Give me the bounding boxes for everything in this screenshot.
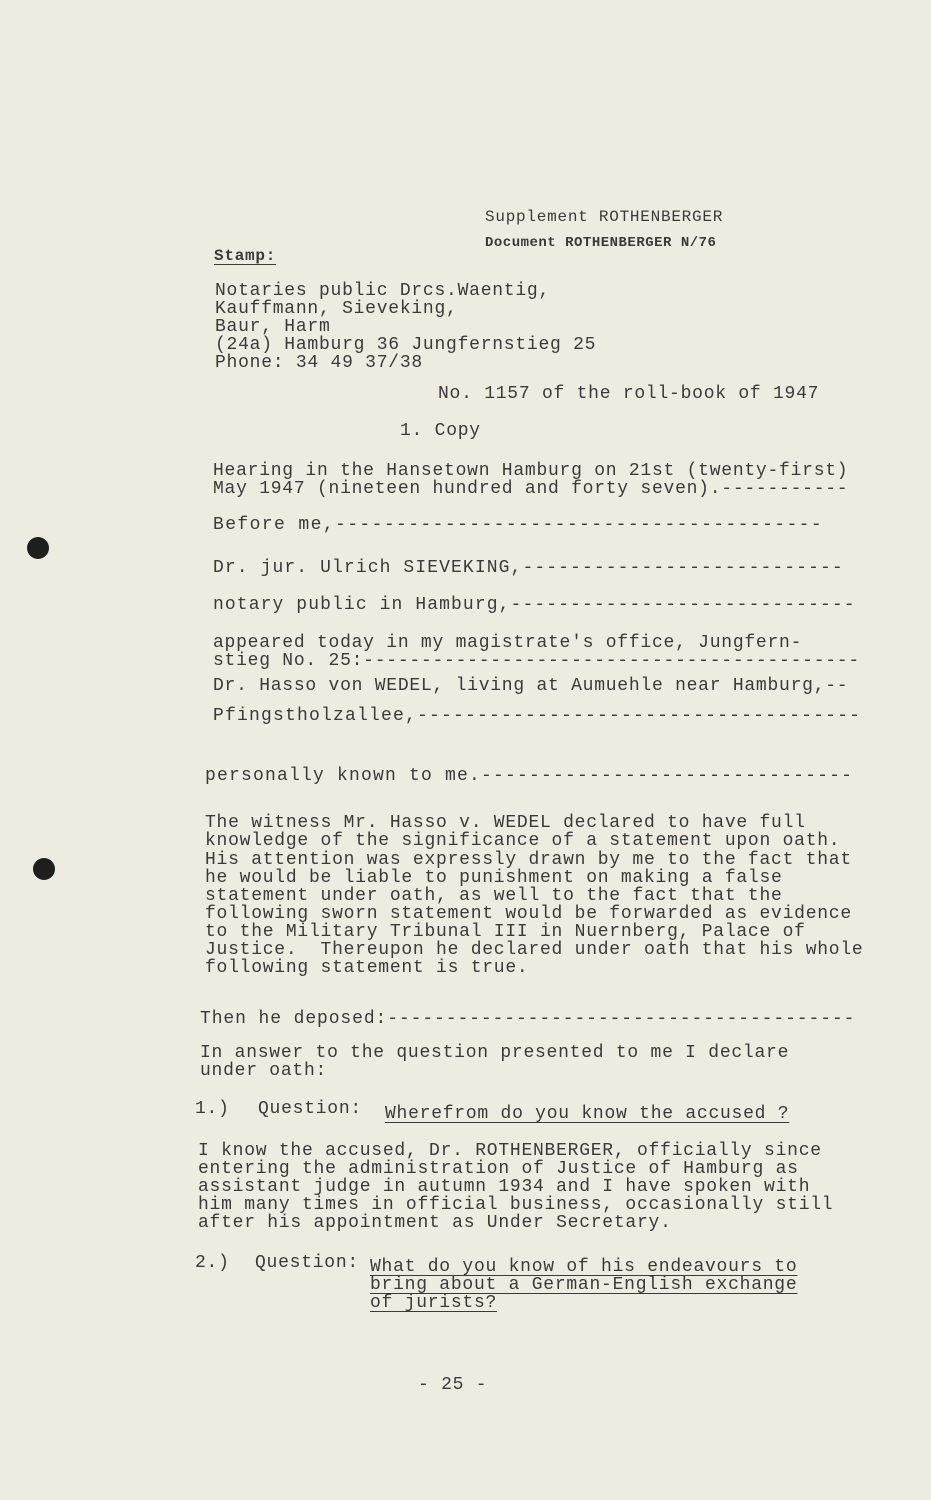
document-number: Document ROTHENBERGER N/76 [485,235,717,251]
personally-known: personally known to me.------------------------------- [205,766,854,786]
supplement-title: Supplement ROTHENBERGER [485,208,724,226]
question-text: Wherefrom do you know the accused ? [385,1104,790,1124]
deposed-line: Then he deposed:---------------------------------------- [200,1009,856,1029]
punch-hole [33,858,55,880]
question-text: of jurists? [370,1293,498,1313]
paragraph-line: statement under oath, as well to the fact that the [205,886,783,906]
question-label: Question: [258,1099,362,1119]
question-text: bring about a German-English exchange [370,1275,798,1295]
notary-public: notary public in Hamburg,----------------------------- [213,595,856,615]
question-text: What do you know of his endeavours to [370,1257,798,1277]
paragraph-line: His attention was expressly drawn by me to the fact that [205,850,852,870]
stamp-line: Baur, Harm [215,317,331,337]
answer-line: I know the accused, Dr. ROTHENBERGER, officially since [198,1141,822,1161]
paragraph-line: following sworn statement would be forwarded as evidence [205,904,852,924]
notary-name: Dr. jur. Ulrich SIEVEKING,--------------------------- [213,558,844,578]
witness-name: Dr. Hasso von WEDEL, living at Aumuehle near Hamburg,-- [213,676,849,696]
answer-line: after his appointment as Under Secretary. [198,1213,672,1233]
answer-line: assistant judge in autumn 1934 and I have spoken with [198,1177,811,1197]
answer-line: him many times in official business, occasionally still [198,1195,834,1215]
stamp-line: Phone: 34 49 37/38 [215,353,423,373]
paragraph-line: to the Military Tribunal III in Nuernberg, Palace of [205,922,806,942]
punch-hole [27,537,49,559]
paragraph-line: The witness Mr. Hasso v. WEDEL declared to have full [205,813,806,833]
paragraph-line: Justice. Thereupon he declared under oath that his whole [205,940,864,960]
stamp-line: Kauffmann, Sieveking, [215,299,458,319]
question-number: 1.) [195,1099,230,1119]
answer-intro: under oath: [200,1061,328,1081]
appeared-line: appeared today in my magistrate's office, Jungfern- [213,633,803,653]
answer-line: entering the administration of Justice of Hamburg as [198,1159,799,1179]
question-label: Question: [255,1253,359,1273]
stamp-label: Stamp: [214,247,277,265]
appeared-line: stieg No. 25:------------------------------------------- [213,651,860,671]
hearing-line: Hearing in the Hansetown Hamburg on 21st (twenty-first) [213,461,849,481]
page-number: - 25 - [418,1375,488,1395]
question-number: 2.) [195,1253,230,1273]
copy-heading: 1. Copy [400,421,481,441]
answer-intro: In answer to the question presented to me I declare [200,1043,790,1063]
hearing-line: May 1947 (nineteen hundred and forty seven).----------- [213,479,849,499]
stamp-line: Notaries public Drcs.Waentig, [215,281,551,301]
witness-address: Pfingstholzallee,------------------------------------- [213,706,862,726]
paragraph-line: following statement is true. [205,958,529,978]
paragraph-line: he would be liable to punishment on making a false [205,868,783,888]
before-me: Before me,---------------------------------------- [213,515,824,535]
paragraph-line: knowledge of the significance of a statement upon oath. [205,831,841,851]
stamp-line: (24a) Hamburg 36 Jungfernstieg 25 [215,335,597,355]
roll-book-number: No. 1157 of the roll-book of 1947 [438,384,820,404]
